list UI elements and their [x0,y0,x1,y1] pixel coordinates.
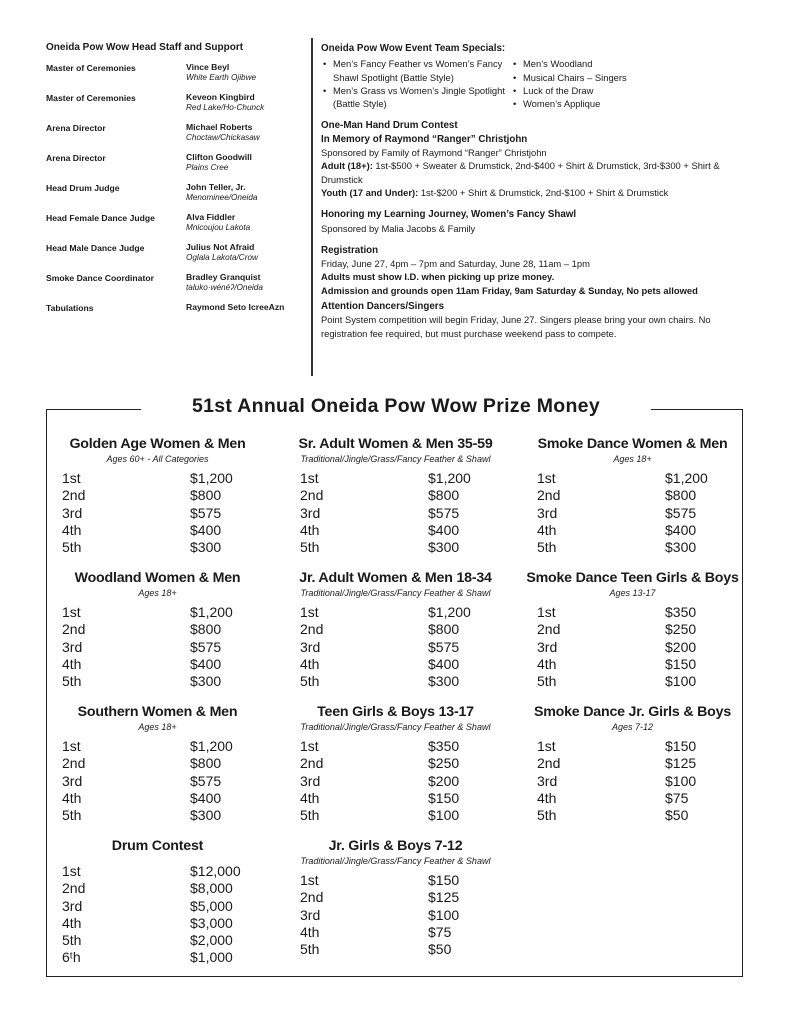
prize-amount: $200 [665,638,697,655]
place-label: 2nd [62,487,86,504]
place-label: 1st [62,738,81,754]
prize-category-smoke-dance-teen-girls-boys [525,570,740,690]
place-label: 1st [537,604,556,620]
place-row [288,807,503,824]
prize-amount: $75 [665,789,689,806]
prize-amount: $800 [190,487,222,504]
place-row [525,807,740,824]
place-label: 3rd [537,638,558,655]
staff-person [186,212,308,242]
place-label: 1st [537,470,556,486]
place-list [288,872,503,958]
prize-amount: $400 [190,521,222,538]
place-row [288,755,503,772]
place-row [525,673,740,690]
place-label: 2nd [62,880,86,897]
prize-category-southern-women-men [50,704,265,824]
prize-amount: $400 [665,521,697,538]
place-row [525,639,740,656]
place-list [525,470,740,556]
place-row [288,889,503,906]
place-label: 6ᵗh [62,949,81,966]
special-item: • Luck of the Draw [511,84,627,97]
place-label: 3rd [62,504,83,521]
place-label: 5th [537,539,557,556]
place-label: 4th [537,655,557,672]
place-row [50,673,265,690]
place-label: 2nd [300,889,324,906]
staff-row [46,62,308,92]
special-item: • Men’s Fancy Feather vs Women’s Fancy Shawl Spotlight (Battle Style) [321,57,511,84]
place-row [525,656,740,673]
prize-amount: $1,200 [428,470,471,486]
attention-heading: Attention Dancers/Singers [321,301,445,313]
admission-note: Admission and grounds open 11am Friday, 9am Saturday & Sunday, No pets allowed [321,284,698,296]
prize-category-smoke-dance-jr-girls-boys [525,704,740,824]
place-row [50,487,265,504]
place-label: 3rd [300,638,321,655]
prize-amount: $400 [428,521,460,538]
event-specials-section [321,42,751,340]
place-row [50,790,265,807]
category-title: Teen Girls & Boys 13-17 [317,704,474,720]
place-list [525,604,740,690]
prize-category-teen-girls-boys-13-17 [288,704,503,824]
prize-amount: $350 [428,738,460,754]
place-label: 1st [300,604,319,620]
special-item: • Women’s Applique [511,97,627,110]
staff-name: John Teller, Jr. [186,182,246,192]
prize-category-sr-adult-women-men-35-59 [288,436,503,556]
place-label: 1st [62,863,81,879]
place-label: 4th [300,655,320,672]
prize-amount: $250 [665,621,697,638]
staff-tribe: White Earth Ojibwe [186,73,257,82]
place-label: 4th [62,521,82,538]
place-label: 4th [62,655,82,672]
place-list [50,604,265,690]
place-label: 3rd [537,772,558,789]
place-label: 1st [537,738,556,754]
staff-role: Head Drum Judge [46,183,120,193]
staff-row [46,152,308,182]
staff-name: Bradley Granquist [186,272,261,282]
prize-amount: $575 [665,504,697,521]
place-label: 2nd [62,755,86,772]
category-title: Smoke Dance Teen Girls & Boys [526,570,739,586]
category-subtitle: Ages 18+ [138,722,177,732]
attention-text: Point System competition will begin Friday, June 27. Singers please bring your own chairs. No registration fee required, but must purchase weekend pass to compete. [321,314,711,339]
place-label: 2nd [537,755,561,772]
prize-amount: $125 [428,889,460,906]
staff-person [186,242,308,272]
staff-list [46,62,308,332]
category-title: Smoke Dance Jr. Girls & Boys [533,704,732,720]
place-row [50,880,265,897]
staff-person [186,152,308,182]
category-subtitle: Traditional/Jingle/Grass/Fancy Feather & Shawl [300,454,491,464]
place-row [50,773,265,790]
hand-drum-block [321,119,751,199]
place-row [50,949,265,966]
place-label: 5th [300,941,320,958]
place-label: 2nd [300,755,324,772]
prize-amount: $300 [190,539,222,556]
place-row [50,898,265,915]
place-row [50,863,265,880]
category-subtitle: Ages 18+ [138,588,177,598]
prize-amount: $150 [428,872,460,888]
prize-category-drum-contest [50,838,265,967]
place-list [288,604,503,690]
honoring-sponsor: Sponsored by Malia Jacobs & Family [321,222,476,234]
place-label: 3rd [300,504,321,521]
prize-amount: $150 [665,655,697,672]
place-row [50,604,265,621]
staff-role: Head Male Dance Judge [46,243,145,253]
prize-money-title: 51st Annual Oneida Pow Wow Prize Money [141,395,651,418]
place-label: 5th [62,807,82,824]
place-row [50,656,265,673]
prize-amount: $2,000 [190,932,233,949]
prize-amount: $3,000 [190,914,233,931]
place-label: 5th [537,673,557,690]
staff-row [46,92,308,122]
place-label: 5th [300,673,320,690]
prize-amount: $1,200 [190,470,233,486]
place-label: 4th [300,789,320,806]
staff-name: Alva Fiddler [186,212,236,222]
prize-amount: $800 [190,621,222,638]
prize-amount: $350 [665,604,697,620]
place-label: 3rd [300,772,321,789]
prize-amount: $400 [190,655,222,672]
prize-amount: $50 [428,941,452,958]
place-row [288,621,503,638]
category-title: Sr. Adult Women & Men 35-59 [298,436,493,452]
specials-left-list [321,57,511,110]
prize-amount: $250 [428,755,460,772]
place-row [525,522,740,539]
staff-name: Vince Beyl [186,62,230,72]
staff-role: Master of Ceremonies [46,93,136,103]
place-row [525,470,740,487]
place-row [288,487,503,504]
category-subtitle: Ages 60+ - All Categories [106,454,209,464]
prize-amount: $75 [428,923,452,940]
staff-tribe: taluko·wénéʔ/Oneida [186,283,263,292]
staff-tribe: Choctaw/Chickasaw [186,133,260,142]
place-list [525,738,740,824]
prize-amount: $5,000 [190,897,233,914]
prize-amount: $12,000 [190,863,241,879]
place-row [525,773,740,790]
place-label: 4th [300,923,320,940]
place-label: 4th [537,789,557,806]
staff-role: Tabulations [46,303,94,313]
registration-heading: Registration [321,244,379,256]
staff-role: Master of Ceremonies [46,63,136,73]
staff-heading: Oneida Pow Wow Head Staff and Support [46,42,244,53]
category-subtitle: Ages 7-12 [611,722,654,732]
category-title: Jr. Adult Women & Men 18-34 [299,570,492,586]
category-title: Woodland Women & Men [74,570,241,586]
place-row [288,673,503,690]
place-row [50,915,265,932]
place-row [50,522,265,539]
prize-amount: $800 [190,755,222,772]
place-label: 1st [300,470,319,486]
staff-name: Michael Roberts [186,122,253,132]
place-row [288,470,503,487]
category-title: Drum Contest [111,838,204,854]
category-title: Smoke Dance Women & Men [537,436,728,452]
prize-amount: $50 [665,807,689,824]
prize-amount: $100 [665,772,697,789]
prize-amount: $200 [428,772,460,789]
prize-amount: $800 [428,621,460,638]
place-row [288,522,503,539]
staff-tribe: Plains Cree [186,163,229,172]
staff-name: Raymond Seto IcreeAzn [186,302,285,312]
column-divider [311,38,313,376]
place-row [288,604,503,621]
staff-row [46,242,308,272]
special-item: • Musical Chairs – Singers [511,71,627,84]
place-row [50,738,265,755]
staff-person [186,272,308,302]
prize-amount: $100 [665,673,697,690]
prize-amount: $300 [190,673,222,690]
prize-amount: $800 [665,487,697,504]
category-subtitle: Traditional/Jingle/Grass/Fancy Feather & Shawl [300,856,491,866]
place-row [525,505,740,522]
hand-drum-heading: One-Man Hand Drum Contest [321,120,458,132]
staff-row [46,212,308,242]
place-list [288,470,503,556]
category-subtitle: Traditional/Jingle/Grass/Fancy Feather & Shawl [300,722,491,732]
special-item: • Men’s Grass vs Women’s Jingle Spotlight (Battle Style) [321,84,511,111]
place-row [525,621,740,638]
category-subtitle: Ages 13-17 [609,588,656,598]
place-row [288,505,503,522]
youth-prizes [321,186,751,199]
staff-role: Arena Director [46,153,106,163]
place-list [288,738,503,824]
prize-amount: $100 [428,906,460,923]
place-row [50,755,265,772]
staff-name: Clifton Goodwill [186,152,252,162]
hand-drum-memory: In Memory of Raymond “Ranger” Christjohn [321,133,528,145]
place-label: 1st [62,604,81,620]
prize-amount: $300 [190,807,222,824]
place-row [288,656,503,673]
category-title: Jr. Girls & Boys 7-12 [328,838,463,854]
place-list [50,738,265,824]
place-label: 2nd [300,621,324,638]
place-row [288,872,503,889]
prize-amount: $1,000 [190,949,233,966]
hand-drum-sponsor: Sponsored by Family of Raymond “Ranger” Christjohn [321,147,547,159]
place-label: 5th [300,807,320,824]
staff-role: Arena Director [46,123,106,133]
prize-amount: $400 [428,655,460,672]
place-label: 4th [62,914,82,931]
prize-category-golden-age-women-men [50,436,265,556]
place-row [288,773,503,790]
staff-row [46,182,308,212]
specials-right-list [511,57,627,110]
place-row [288,790,503,807]
youth-text: 1st-$200 + Shirt & Drumstick, 2nd-$100 + Shirt & Drumstick [418,186,669,198]
staff-person [186,302,308,332]
place-row [288,539,503,556]
staff-tribe: Red Lake/Ho-Chunck [186,103,265,112]
place-row [50,639,265,656]
category-title: Southern Women & Men [77,704,238,720]
staff-person [186,92,308,122]
place-row [525,738,740,755]
adult-text: 1st-$500 + Sweater & Drumstick, 2nd-$400 + Shirt & Drumstick, 3rd-$300 + Shirt & Drumstick [321,160,720,185]
category-title: Golden Age Women & Men [69,436,246,452]
place-label: 2nd [62,621,86,638]
special-item: • Men’s Woodland [511,57,627,70]
category-subtitle: Ages 18+ [613,454,652,464]
staff-row [46,122,308,152]
registration-times: Friday, June 27, 4pm – 7pm and Saturday, June 28, 11am – 1pm [321,258,590,270]
place-row [525,755,740,772]
place-label: 2nd [300,487,324,504]
place-label: 4th [62,789,82,806]
staff-role: Head Female Dance Judge [46,213,155,223]
place-label: 1st [300,738,319,754]
place-label: 5th [62,539,82,556]
staff-person [186,122,308,152]
place-row [50,539,265,556]
staff-tribe: Menominee/Oneida [186,193,258,202]
prize-amount: $300 [428,539,460,556]
prize-category-woodland-women-men [50,570,265,690]
prize-category-jr-adult-women-men-18-34 [288,570,503,690]
staff-row [46,272,308,302]
prize-amount: $1,200 [190,604,233,620]
prize-amount: $575 [190,772,222,789]
place-row [288,639,503,656]
staff-person [186,62,308,92]
place-row [288,738,503,755]
prize-amount: $1,200 [190,738,233,754]
place-label: 3rd [300,906,321,923]
prize-amount: $800 [428,487,460,504]
place-row [50,807,265,824]
prize-amount: $575 [428,504,460,521]
place-row [50,932,265,949]
place-row [288,941,503,958]
prize-amount: $300 [428,673,460,690]
place-label: 1st [62,470,81,486]
registration-id-note: Adults must show I.D. when picking up prize money. [321,271,555,283]
prize-amount: $150 [665,738,697,754]
prize-amount: $100 [428,807,460,824]
staff-person [186,182,308,212]
place-label: 2nd [537,621,561,638]
prize-amount: $1,200 [665,470,708,486]
place-label: 1st [300,872,319,888]
place-row [525,790,740,807]
attention-block [321,300,751,340]
place-label: 4th [537,521,557,538]
prize-amount: $300 [665,539,697,556]
staff-name: Keveon Kingbird [186,92,255,102]
place-label: 3rd [62,638,83,655]
place-row [525,539,740,556]
place-row [50,470,265,487]
prize-amount: $400 [190,789,222,806]
place-label: 3rd [62,897,83,914]
place-list [50,863,265,967]
specials-heading: Oneida Pow Wow Event Team Specials: [321,43,506,54]
adult-label: Adult (18+): [321,160,373,172]
prize-amount: $150 [428,789,460,806]
place-label: 4th [300,521,320,538]
honoring-heading: Honoring my Learning Journey, Women’s Fancy Shawl [321,209,577,221]
place-label: 3rd [62,772,83,789]
prize-amount: $8,000 [190,880,233,897]
staff-tribe: Oglala Lakota/Crow [186,253,258,262]
staff-role: Smoke Dance Coordinator [46,273,154,283]
place-label: 5th [62,673,82,690]
registration-block [321,244,751,297]
category-subtitle: Traditional/Jingle/Grass/Fancy Feather & Shawl [300,588,491,598]
prize-category-smoke-dance-women-men [525,436,740,556]
honoring-block [321,208,751,235]
place-row [288,924,503,941]
prize-amount: $1,200 [428,604,471,620]
adult-prizes [321,159,751,186]
place-list [50,470,265,556]
place-row [525,487,740,504]
place-label: 5th [62,932,82,949]
staff-tribe: Mnicoujou Lakota [186,223,251,232]
prize-amount: $125 [665,755,697,772]
staff-name: Julius Not Afraid [186,242,255,252]
youth-label: Youth (17 and Under): [321,186,419,198]
place-label: 5th [300,539,320,556]
specials-bullets [321,57,751,110]
place-label: 3rd [537,504,558,521]
prize-amount: $575 [190,638,222,655]
prize-amount: $575 [190,504,222,521]
prize-amount: $575 [428,638,460,655]
place-row [288,907,503,924]
place-row [50,505,265,522]
place-label: 2nd [537,487,561,504]
place-label: 5th [537,807,557,824]
place-row [525,604,740,621]
place-row [50,621,265,638]
staff-row [46,302,308,332]
head-staff-section [46,42,308,332]
prize-category-jr-girls-boys-7-12 [288,838,503,958]
